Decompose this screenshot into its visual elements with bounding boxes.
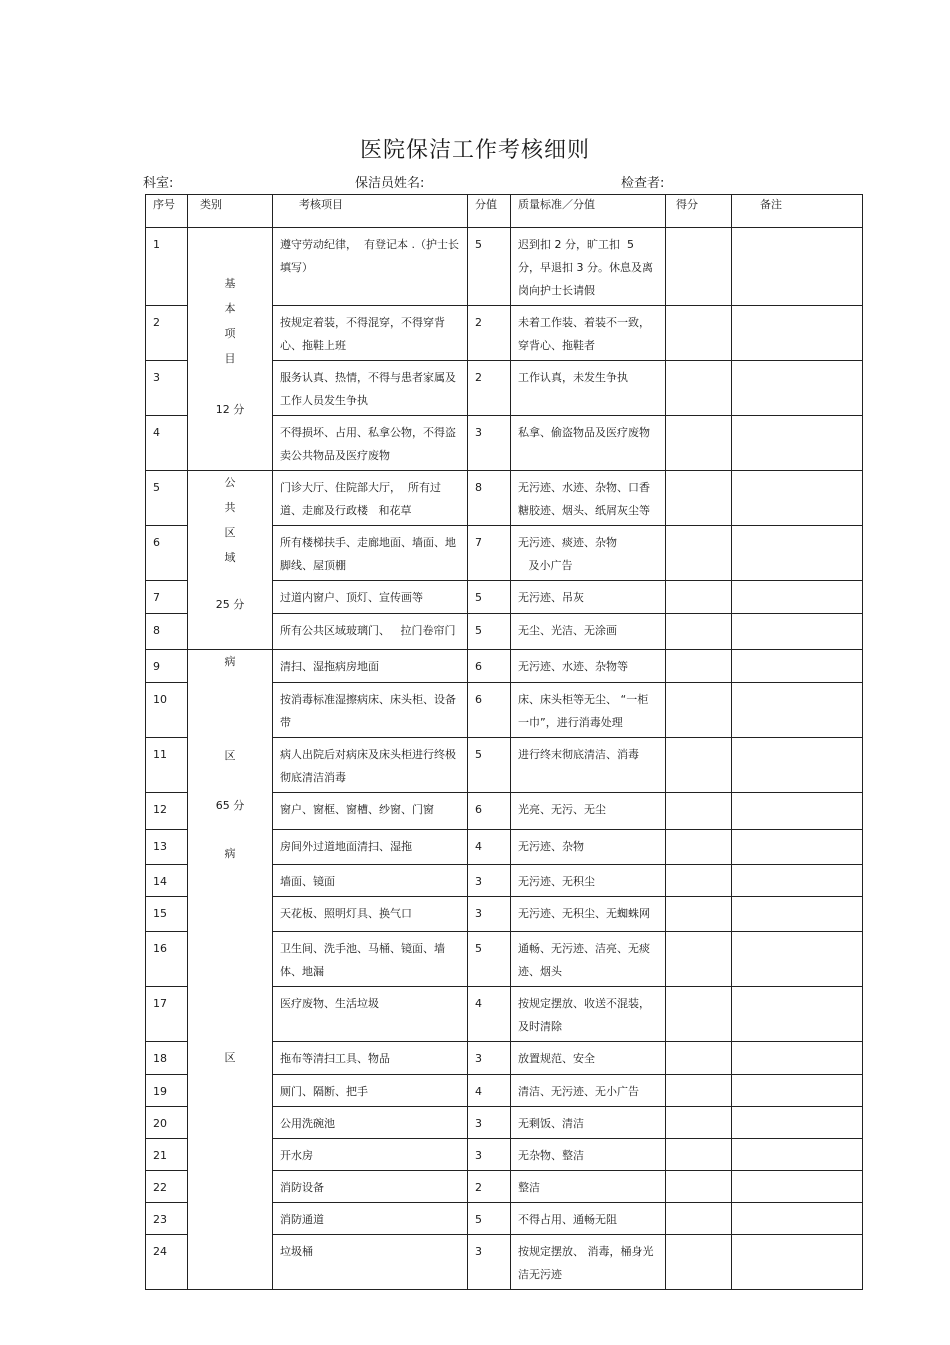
category-char: 病 (224, 847, 236, 860)
dept-label: 科室: (143, 176, 174, 191)
header-standard: 质量标准／分值 (511, 195, 666, 228)
row-score: 4 (468, 1075, 511, 1107)
row-standard: 无污迹、痰迹、杂物 及小广告 (511, 526, 666, 581)
row-number: 14 (146, 865, 188, 897)
remark-cell[interactable] (732, 987, 863, 1042)
category-char: 区 (224, 749, 236, 762)
table-row (146, 650, 863, 683)
row-standard: 无杂物、整洁 (511, 1139, 666, 1171)
row-score: 3 (468, 1107, 511, 1139)
row-item: 服务认真、热情，不得与患者家属及工作人员发生争执 (273, 361, 468, 416)
category-points: 65 分 (215, 799, 245, 812)
score-obtained-cell[interactable] (666, 416, 732, 471)
row-number: 11 (146, 738, 188, 793)
header-remark: 备注 (732, 195, 863, 228)
row-standard: 迟到扣 2 分，旷工扣 5 分，早退扣 3 分。休息及离岗向护士长请假 (511, 228, 666, 306)
row-score: 6 (468, 683, 511, 738)
row-item: 卫生间、洗手池、马桶、镜面、墙体、地漏 (273, 932, 468, 987)
row-item: 窗户、窗框、窗槽、纱窗、门窗 (273, 793, 468, 830)
row-item: 公用洗碗池 (273, 1107, 468, 1139)
row-number: 2 (146, 306, 188, 361)
inspector-label: 检查者: (621, 176, 665, 191)
remark-cell[interactable] (732, 526, 863, 581)
row-number: 19 (146, 1075, 188, 1107)
row-item: 所有公共区域玻璃门、 拉门卷帘门 (273, 614, 468, 650)
score-obtained-cell[interactable] (666, 1042, 732, 1075)
row-standard: 清洁、无污迹、无小广告 (511, 1075, 666, 1107)
category-points: 12 分 (215, 403, 245, 416)
row-standard: 无污迹、水迹、杂物、口香糖胶迹、烟头、纸屑灰尘等 (511, 471, 666, 526)
row-standard: 床、床头柜等无尘、 “一柜一巾”，进行消毒处理 (511, 683, 666, 738)
row-number: 9 (146, 650, 188, 683)
row-item: 厕门、隔断、把手 (273, 1075, 468, 1107)
score-obtained-cell[interactable] (666, 830, 732, 865)
row-number: 4 (146, 416, 188, 471)
remark-cell[interactable] (732, 1139, 863, 1171)
row-number: 1 (146, 228, 188, 306)
row-item: 医疗废物、生活垃圾 (273, 987, 468, 1042)
row-standard: 工作认真，未发生争执 (511, 361, 666, 416)
remark-cell[interactable] (732, 1171, 863, 1203)
row-number: 10 (146, 683, 188, 738)
remark-cell[interactable] (732, 650, 863, 683)
remark-cell[interactable] (732, 416, 863, 471)
score-obtained-cell[interactable] (666, 614, 732, 650)
remark-cell[interactable] (732, 1203, 863, 1235)
remark-cell[interactable] (732, 932, 863, 987)
remark-cell[interactable] (732, 830, 863, 865)
category-char: 公 (224, 476, 236, 489)
header-obtained: 得分 (666, 195, 732, 228)
row-standard: 光亮、无污、无尘 (511, 793, 666, 830)
category-char: 基 (224, 277, 236, 290)
row-score: 5 (468, 228, 511, 306)
remark-cell[interactable] (732, 738, 863, 793)
category-char: 本 (224, 302, 236, 315)
score-obtained-cell[interactable] (666, 650, 732, 683)
score-obtained-cell[interactable] (666, 865, 732, 897)
row-standard: 放置规范、安全 (511, 1042, 666, 1075)
row-score: 5 (468, 614, 511, 650)
remark-cell[interactable] (732, 1235, 863, 1290)
row-number: 21 (146, 1139, 188, 1171)
score-obtained-cell[interactable] (666, 738, 732, 793)
remark-cell[interactable] (732, 897, 863, 932)
score-obtained-cell[interactable] (666, 1107, 732, 1139)
table-row (146, 471, 863, 526)
score-obtained-cell[interactable] (666, 471, 732, 526)
row-standard: 进行终末彻底清洁、消毒 (511, 738, 666, 793)
category-char: 区 (224, 526, 236, 539)
row-score: 3 (468, 1139, 511, 1171)
remark-cell[interactable] (732, 1042, 863, 1075)
header-item: 考核项目 (273, 195, 468, 228)
remark-cell[interactable] (732, 581, 863, 614)
row-item: 按规定着装，不得混穿，不得穿背心、拖鞋上班 (273, 306, 468, 361)
remark-cell[interactable] (732, 1107, 863, 1139)
row-number: 24 (146, 1235, 188, 1290)
row-number: 13 (146, 830, 188, 865)
row-standard: 通畅、无污迹、洁亮、无痰迹、烟头 (511, 932, 666, 987)
row-item: 墙面、镜面 (273, 865, 468, 897)
category-points: 25 分 (215, 598, 245, 611)
row-standard: 无污迹、无积尘、无蜘蛛网 (511, 897, 666, 932)
row-standard: 整洁 (511, 1171, 666, 1203)
score-obtained-cell[interactable] (666, 581, 732, 614)
row-score: 6 (468, 793, 511, 830)
remark-cell[interactable] (732, 1075, 863, 1107)
row-item: 病人出院后对病床及床头柜进行终极彻底清洁消毒 (273, 738, 468, 793)
cleaner-name-label: 保洁员姓名: (355, 176, 425, 191)
category-ward (188, 650, 273, 1290)
row-number: 15 (146, 897, 188, 932)
row-standard: 按规定摆放、收送不混装，及时清除 (511, 987, 666, 1042)
table-row (146, 228, 863, 306)
row-score: 3 (468, 897, 511, 932)
row-score: 2 (468, 361, 511, 416)
row-score: 3 (468, 1235, 511, 1290)
remark-cell[interactable] (732, 361, 863, 416)
score-obtained-cell[interactable] (666, 228, 732, 306)
score-obtained-cell[interactable] (666, 1171, 732, 1203)
remark-cell[interactable] (732, 306, 863, 361)
score-obtained-cell[interactable] (666, 1075, 732, 1107)
row-item: 房间外过道地面清扫、湿拖 (273, 830, 468, 865)
row-standard: 无污迹、杂物 (511, 830, 666, 865)
remark-cell[interactable] (732, 793, 863, 830)
category-public (188, 471, 273, 650)
score-obtained-cell[interactable] (666, 932, 732, 987)
row-item: 开水房 (273, 1139, 468, 1171)
remark-cell[interactable] (732, 683, 863, 738)
row-standard: 无剩饭、清洁 (511, 1107, 666, 1139)
row-number: 12 (146, 793, 188, 830)
row-score: 5 (468, 932, 511, 987)
score-obtained-cell[interactable] (666, 526, 732, 581)
header-no: 序号 (146, 195, 188, 228)
header-score: 分值 (468, 195, 511, 228)
score-obtained-cell[interactable] (666, 683, 732, 738)
row-standard: 无尘、光洁、无涂画 (511, 614, 666, 650)
category-basic (188, 228, 273, 471)
row-number: 18 (146, 1042, 188, 1075)
row-standard: 无污迹、吊灰 (511, 581, 666, 614)
remark-cell[interactable] (732, 228, 863, 306)
row-number: 3 (146, 361, 188, 416)
row-item: 过道内窗户、顶灯、宣传画等 (273, 581, 468, 614)
row-score: 4 (468, 830, 511, 865)
row-item: 门诊大厅、住院部大厅， 所有过道、走廊及行政楼 和花草 (273, 471, 468, 526)
row-number: 17 (146, 987, 188, 1042)
row-standard: 不得占用、通畅无阻 (511, 1203, 666, 1235)
page-title: 医院保洁工作考核细则 (359, 138, 590, 163)
score-obtained-cell[interactable] (666, 306, 732, 361)
row-score: 6 (468, 650, 511, 683)
row-number: 6 (146, 526, 188, 581)
row-item: 遵守劳动纪律， 有登记本 .（护士长填写） (273, 228, 468, 306)
row-number: 22 (146, 1171, 188, 1203)
row-item: 天花板、照明灯具、换气口 (273, 897, 468, 932)
row-score: 2 (468, 1171, 511, 1203)
row-item: 消防设备 (273, 1171, 468, 1203)
row-score: 3 (468, 416, 511, 471)
score-obtained-cell[interactable] (666, 1203, 732, 1235)
row-item: 消防通道 (273, 1203, 468, 1235)
category-char: 区 (224, 1051, 236, 1064)
row-score: 7 (468, 526, 511, 581)
row-number: 5 (146, 471, 188, 526)
row-number: 16 (146, 932, 188, 987)
category-char: 共 (224, 501, 236, 514)
row-score: 4 (468, 987, 511, 1042)
row-number: 20 (146, 1107, 188, 1139)
score-obtained-cell[interactable] (666, 897, 732, 932)
remark-cell[interactable] (732, 614, 863, 650)
row-item: 垃圾桶 (273, 1235, 468, 1290)
score-obtained-cell[interactable] (666, 987, 732, 1042)
category-char: 域 (224, 551, 236, 564)
category-char: 病 (224, 655, 236, 668)
row-item: 清扫、湿拖病房地面 (273, 650, 468, 683)
row-score: 3 (468, 865, 511, 897)
row-standard: 无污迹、水迹、杂物等 (511, 650, 666, 683)
row-item: 不得损坏、占用、私拿公物，不得盗卖公共物品及医疗废物 (273, 416, 468, 471)
row-score: 5 (468, 581, 511, 614)
row-score: 5 (468, 738, 511, 793)
row-score: 2 (468, 306, 511, 361)
row-score: 5 (468, 1203, 511, 1235)
category-char: 目 (224, 352, 236, 365)
category-char: 项 (224, 327, 236, 340)
row-number: 8 (146, 614, 188, 650)
row-item: 拖布等清扫工具、物品 (273, 1042, 468, 1075)
row-standard: 无污迹、无积尘 (511, 865, 666, 897)
score-obtained-cell[interactable] (666, 361, 732, 416)
remark-cell[interactable] (732, 865, 863, 897)
row-standard: 未着工作装、着装不一致，穿背心、拖鞋者 (511, 306, 666, 361)
row-standard: 私拿、偷盗物品及医疗废物 (511, 416, 666, 471)
remark-cell[interactable] (732, 471, 863, 526)
row-standard: 按规定摆放、 消毒，桶身光洁无污迹 (511, 1235, 666, 1290)
row-number: 7 (146, 581, 188, 614)
score-obtained-cell[interactable] (666, 1235, 732, 1290)
score-obtained-cell[interactable] (666, 793, 732, 830)
row-score: 3 (468, 1042, 511, 1075)
table-header-row (146, 195, 863, 228)
assessment-table (145, 194, 863, 1290)
row-item: 按消毒标准湿擦病床、床头柜、设备带 (273, 683, 468, 738)
row-number: 23 (146, 1203, 188, 1235)
row-score: 8 (468, 471, 511, 526)
row-item: 所有楼梯扶手、走廊地面、墙面、地脚线、屋顶棚 (273, 526, 468, 581)
score-obtained-cell[interactable] (666, 1139, 732, 1171)
header-category: 类别 (188, 195, 273, 228)
